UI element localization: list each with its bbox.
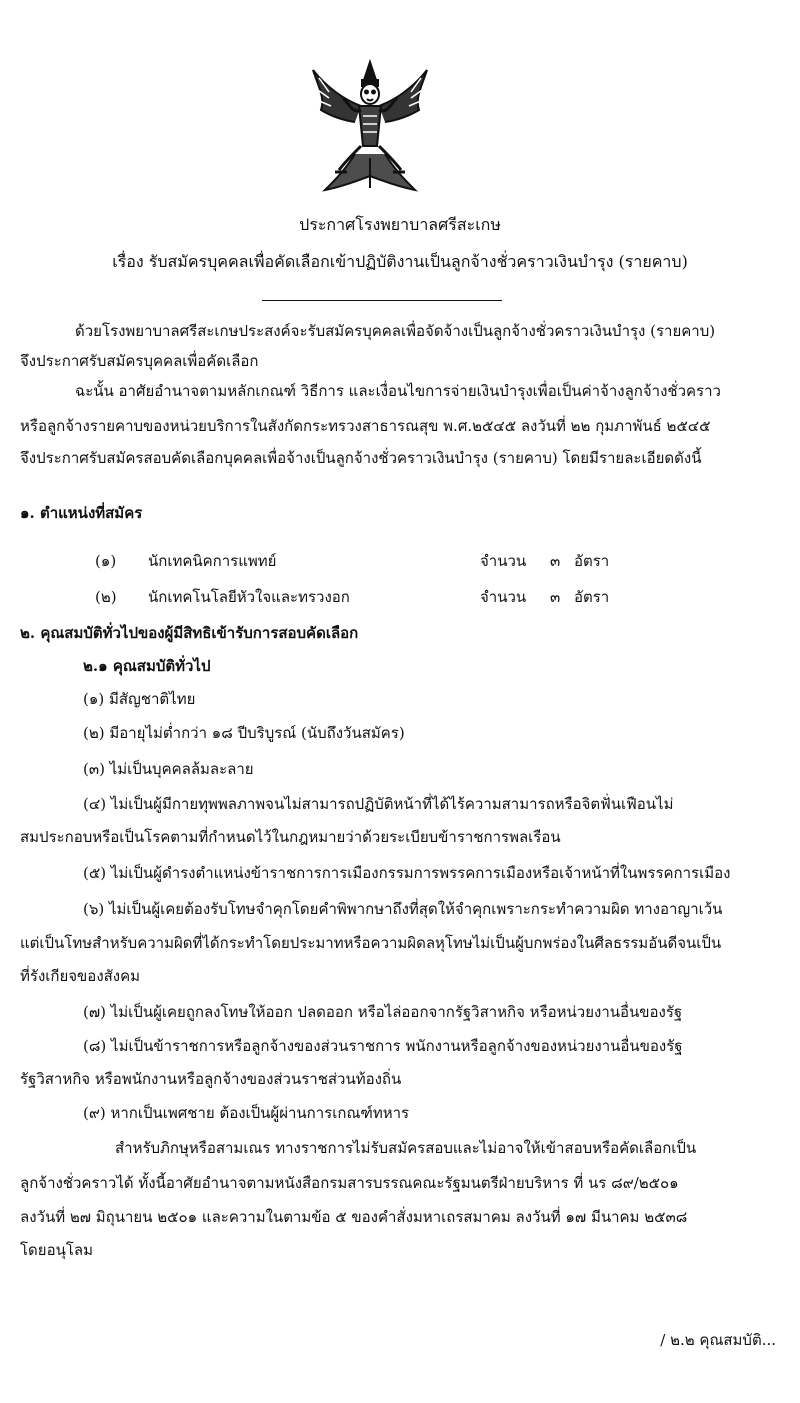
position-unit: อัตรา xyxy=(574,588,610,606)
announcement-subject: เรื่อง รับสมัครบุคคลเพื่อคัดเลือกเข้าปฏิบัติงานเป็นลูกจ้างชั่วคราวเงินบำรุง (รายคาบ) xyxy=(112,252,688,271)
position-row xyxy=(0,585,800,615)
intro-line: ด้วยโรงพยาบาลศรีสะเกษประสงค์จะรับสมัครบุคคลเพื่อจัดจ้างเป็นลูกจ้างชั่วคราวเงินบำรุง (รายคาบ) xyxy=(75,322,716,340)
monk-clause: ลงวันที่ ๒๗ มิถุนายน ๒๕๐๑ และความในตามข้อ ๕ ของคำสั่งมหาเถรสมาคม ลงวันที่ ๑๗ มีนาคม ๒๕๓๘ xyxy=(20,1208,688,1226)
position-number: (๑) xyxy=(95,552,117,570)
qualification-item: (๕) ไม่เป็นผู้ดำรงตำแหน่งข้าราชการการเมืองกรรมการพรรคการเมืองหรือเจ้าหน้าที่ในพรรคการเมือง xyxy=(83,864,731,882)
qualification-item: (๓) ไม่เป็นบุคคลล้มละลาย xyxy=(83,760,254,778)
monk-clause: สำหรับภิกษุหรือสามเณร ทางราชการไม่รับสมัครสอบและไม่อาจให้เข้าสอบหรือคัดเลือกเป็น xyxy=(115,1139,697,1157)
position-unit: อัตรา xyxy=(574,552,610,570)
qualification-item: รัฐวิสาหกิจ หรือพนักงานหรือลูกจ้างของส่วนราชส่วนท้องถิ่น xyxy=(20,1070,402,1088)
sub-heading: ๒.๑ คุณสมบัติทั่วไป xyxy=(83,657,211,675)
qualification-item: (๙) หากเป็นเพศชาย ต้องเป็นผู้ผ่านการเกณฑ์ทหาร xyxy=(83,1104,410,1122)
title-divider xyxy=(262,300,502,301)
position-name: นักเทคโนโลยีหัวใจและทรวงอก xyxy=(148,588,350,606)
announcement-title: ประกาศโรงพยาบาลศรีสะเกษ xyxy=(299,215,501,234)
intro-line: จึงประกาศรับสมัครสอบคัดเลือกบุคคลเพื่อจ้างเป็นลูกจ้างชั่วคราวเงินบำรุง (รายคาบ) โดยมีรายละเอียดดังนี้ xyxy=(20,449,702,467)
qualification-item: แต่เป็นโทษสำหรับความผิดที่ได้กระทำโดยประมาทหรือความผิดลหุโทษไม่เป็นผู้บกพร่องในศีลธรรมอันดีจนเป็น xyxy=(20,934,722,952)
position-count: ๓ xyxy=(550,588,561,606)
qualification-item: ที่รังเกียจของสังคม xyxy=(20,967,141,985)
qualification-item: (๗) ไม่เป็นผู้เคยถูกลงโทษให้ออก ปลดออก หรือไล่ออกจากรัฐวิสาหกิจ หรือหน่วยงานอื่นของรัฐ xyxy=(83,1003,683,1021)
qualification-item: (๑) มีสัญชาติไทย xyxy=(83,690,196,708)
position-row xyxy=(0,549,800,579)
qualification-item: สมประกอบหรือเป็นโรคตามที่กำหนดไว้ในกฎหมายว่าด้วยระเบียบข้าราชการพลเรือน xyxy=(20,828,561,846)
position-count-label: จำนวน xyxy=(480,552,527,570)
qualification-item: (๖) ไม่เป็นผู้เคยต้องรับโทษจำคุกโดยคำพิพากษาถึงที่สุดให้จำคุกเพราะกระทำความผิด ทางอาญาเว้น xyxy=(83,900,723,918)
continuation-note: / ๒.๒ คุณสมบัติ... xyxy=(660,1331,776,1349)
intro-line: ฉะนั้น อาศัยอำนาจตามหลักเกณฑ์ วิธีการ และเงื่อนไขการจ่ายเงินบำรุงเพื่อเป็นค่าจ้างลูกจ้างชั่วคราว xyxy=(75,382,721,400)
intro-line: หรือลูกจ้างรายคาบของหน่วยบริการในสังกัดกระทรวงสาธารณสุข พ.ศ.๒๕๔๕ ลงวันที่ ๒๒ กุมภาพันธ์ ๒๕๔๕ xyxy=(20,417,711,435)
qualification-item: (๒) มีอายุไม่ต่ำกว่า ๑๘ ปีบริบูรณ์ (นับถึงวันสมัคร) xyxy=(83,724,405,742)
qualification-item: (๔) ไม่เป็นผู้มีกายทุพพลภาพจนไม่สามารถปฏิบัติหน้าที่ได้ไร้ความสามารถหรือจิตฟั่นเฟือนไม่ xyxy=(83,795,674,813)
monk-clause: โดยอนุโลม xyxy=(20,1241,93,1259)
position-count: ๓ xyxy=(550,552,561,570)
intro-line: จึงประกาศรับสมัครบุคคลเพื่อคัดเลือก xyxy=(20,352,259,370)
position-count-label: จำนวน xyxy=(480,588,527,606)
position-number: (๒) xyxy=(95,588,117,606)
garuda-emblem-icon xyxy=(305,58,435,198)
monk-clause: ลูกจ้างชั่วคราวได้ ทั้งนี้อาศัยอำนาจตามหนังสือกรมสารบรรณคณะรัฐมนตรีฝ่ายบริหาร ที่ นร ๘๙/๒๕๐๑ xyxy=(20,1174,679,1192)
qualification-item: (๘) ไม่เป็นข้าราชการหรือลูกจ้างของส่วนราชการ พนักงานหรือลูกจ้างของหน่วยงานอื่นของรัฐ xyxy=(83,1037,683,1055)
position-name: นักเทคนิคการแพทย์ xyxy=(148,552,277,570)
section-heading: ๒. คุณสมบัติทั่วไปของผู้มีสิทธิเข้ารับการสอบคัดเลือก xyxy=(20,624,359,642)
section-heading: ๑. ตำแหน่งที่สมัคร xyxy=(20,504,143,522)
